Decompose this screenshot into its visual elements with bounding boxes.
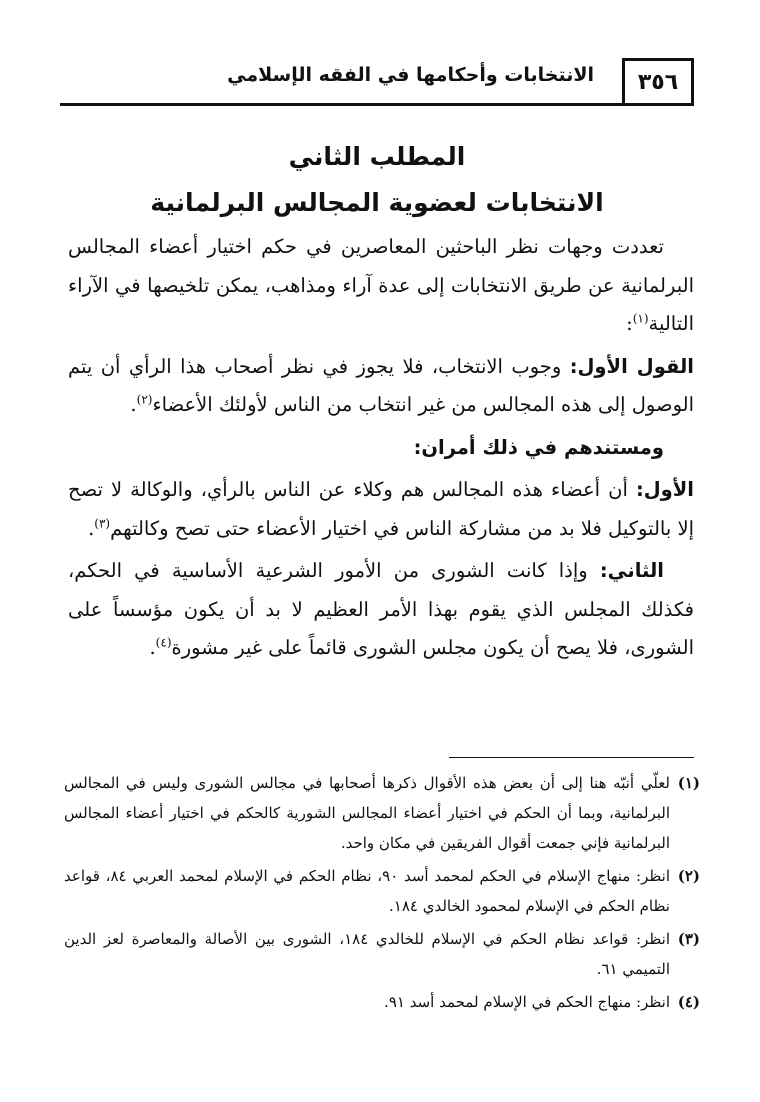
footnote-text: انظر: قواعد نظام الحكم في الإسلام للخالدي ١٨٤، الشورى بين الأصالة والمعاصرة لعز الدين التميمي ٦١. (64, 930, 670, 978)
first-opinion-end: . (130, 393, 137, 416)
first-argument-label: الأول: (635, 478, 694, 501)
basis-label: ومستندهم في ذلك أمران: (413, 435, 664, 459)
section-heading: المطلب الثاني (288, 142, 466, 171)
footnote-number: (٣) (677, 930, 700, 948)
footnote-text: انظر: منهاج الإسلام في الحكم لمحمد أسد ٩٠، نظام الحكم في الإسلام لمحمد العربي ٨٤، قواعد نظام الحكم في الإسلام لمحمود الخالدي ١٨٤. (64, 867, 670, 915)
footnotes (64, 768, 700, 1020)
first-opinion-text: وجوب الانتخاب، فلا يجوز في نظر أصحاب هذا الرأي أن يتم الوصول إلى هذه المجالس من غير انتخاب من الناس لأولئك الأعضاء (68, 354, 694, 416)
first-opinion-label: القول الأول: (569, 354, 694, 378)
header-rule (60, 103, 694, 106)
first-opinion-paragraph (68, 348, 694, 425)
footnote-ref-4: (٤) (155, 635, 172, 650)
footnote-ref-2: (٢) (136, 392, 153, 407)
intro-paragraph (68, 228, 694, 344)
first-argument-text: أن أعضاء هذه المجالس هم وكلاء عن الناس بالرأي، والوكالة لا تصح إلا بالتوكيل فلا بد من مشاركة الناس في اختيار الأعضاء حتى تصح وكالتهم (68, 478, 694, 540)
page-number: ٣٥٦ (622, 58, 694, 104)
footnote-number: (٤) (677, 993, 700, 1011)
second-argument-end: . (149, 636, 156, 659)
second-argument-text: وإذا كانت الشورى من الأمور الشرعية الأساسية في الحكم، فكذلك المجلس الذي يقوم بهذا الأمر العظيم لا بد أن يكون مؤسساً على الشورى، فلا يصح أن يكون مجلس الشورى قائماً على غير مشورة (68, 559, 694, 659)
intro-text: تعددت وجهات نظر الباحثين المعاصرين في حكم اختيار أعضاء المجالس البرلمانية عن طريق الانتخابات إلى عدة آراء ومذاهب، يمكن تلخيصها في الآراء التالية (68, 235, 694, 335)
footnote (64, 924, 700, 984)
first-argument-paragraph (68, 471, 694, 548)
body-text (68, 228, 694, 672)
footnote (64, 861, 700, 921)
footnote-text: لعلّي أنبّه هنا إلى أن بعض هذه الأقوال ذكرها أصحابها في مجالس الشورى وليس في المجالس البرلمانية، وبما أن الحكم في اختيار أعضاء المجالس الشورية كالحكم في اختيار أعضاء المجالس البرلمانية فإني جمعت أقوال الفريقين في مكان واحد. (64, 774, 670, 852)
footnote-number: (١) (677, 774, 700, 792)
footnote-number: (٢) (677, 867, 700, 885)
second-argument-paragraph (68, 552, 694, 668)
second-argument-label: الثاني: (599, 559, 664, 582)
page-header (60, 58, 694, 106)
footnote-separator (449, 757, 694, 758)
running-title: الانتخابات وأحكامها في الفقه الإسلامي (227, 64, 594, 86)
section-title: الانتخابات لعضوية المجالس البرلمانية (150, 188, 604, 217)
footnote-text: انظر: منهاج الحكم في الإسلام لمحمد أسد ٩١. (384, 993, 670, 1011)
footnote (64, 768, 700, 858)
intro-end: : (626, 312, 633, 335)
footnote-ref-1: (١) (632, 311, 649, 326)
footnote-ref-3: (٣) (94, 516, 111, 530)
first-argument-end: . (88, 516, 95, 540)
footnote (64, 987, 700, 1017)
basis-paragraph (68, 429, 694, 468)
